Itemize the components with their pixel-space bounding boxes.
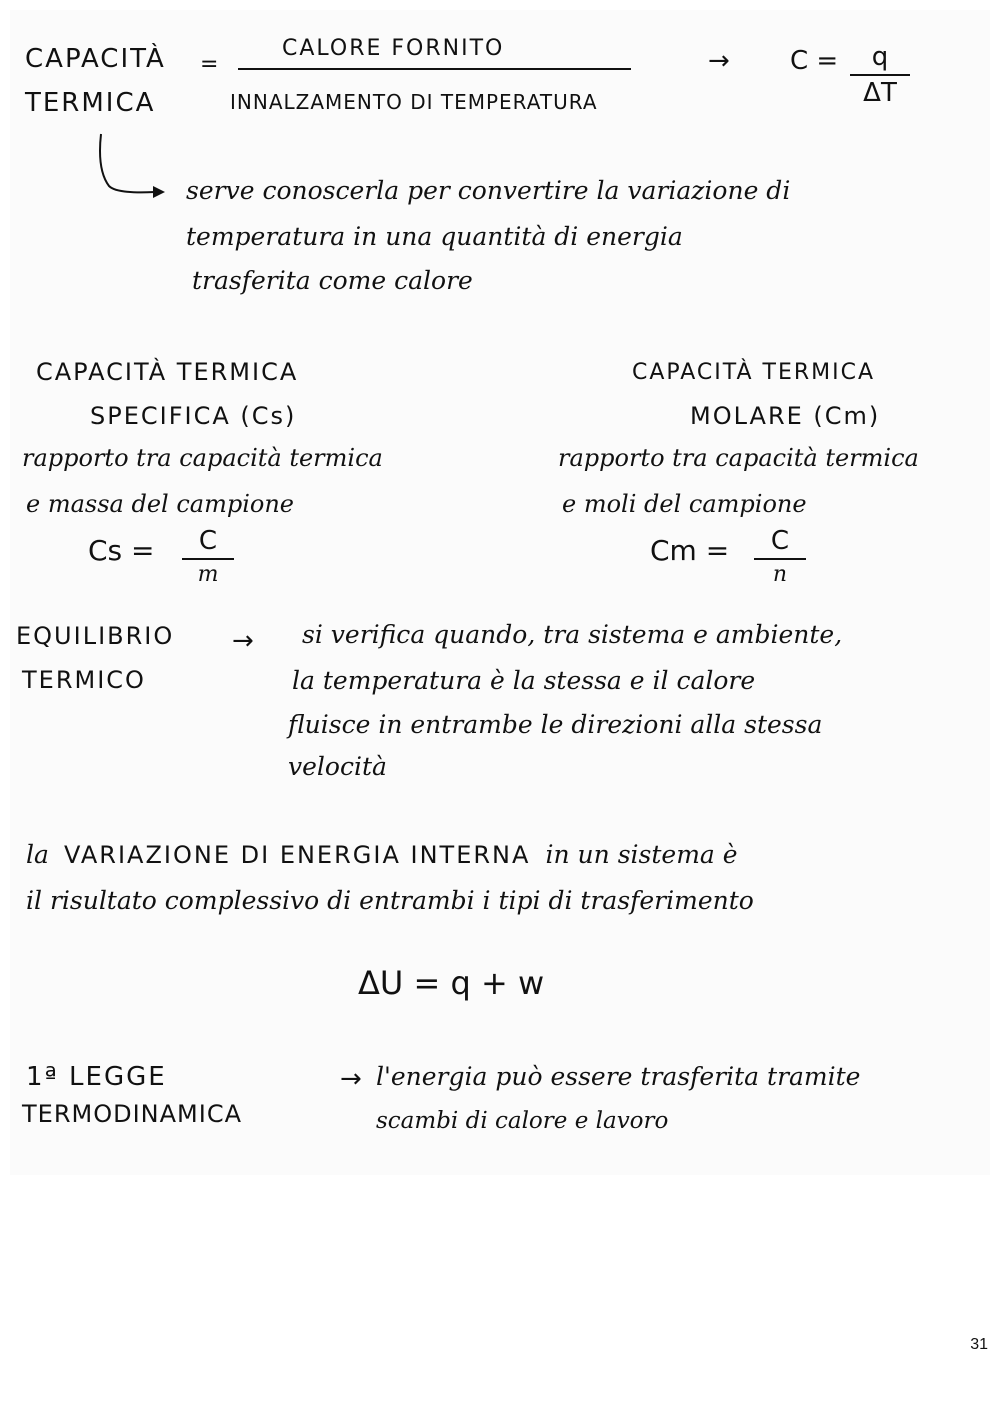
specifica-desc-2: e massa del campione: [26, 490, 294, 518]
legge-label-1: 1ª LEGGE: [26, 1062, 167, 1092]
capacita-denominator: INNALZAMENTO DI TEMPERATURA: [230, 90, 598, 114]
specifica-formula-frac: [182, 526, 234, 587]
equilibrio-label-1: EQUILIBRIO: [16, 622, 175, 650]
capacita-arrow: →: [708, 46, 730, 76]
specifica-num: C: [198, 526, 218, 556]
equilibrio-line-3: fluisce in entrambe le direzioni alla stessa: [288, 710, 823, 739]
formula-delta-t: ΔT: [863, 78, 897, 108]
capacita-equals: =: [200, 52, 219, 77]
equilibrio-arrow: →: [232, 626, 254, 656]
bracket-arrow-icon: [95, 130, 175, 200]
page-number: 31: [970, 1336, 988, 1353]
specifica-formula-lhs: Cs =: [88, 534, 155, 567]
capacita-label-2: TERMICA: [25, 88, 156, 118]
capacita-label-1: CAPACITÀ: [25, 44, 166, 74]
specifica-title-2: SPECIFICA (Cs): [90, 402, 297, 430]
equilibrio-line-1: si verifica quando, tra sistema e ambiente,: [302, 620, 843, 649]
molare-title-1: CAPACITÀ TERMICA: [632, 360, 876, 385]
capacita-note-1: serve conoscerla per convertire la variazione di: [186, 176, 791, 205]
legge-arrow: →: [340, 1064, 362, 1094]
energia-rest: in un sistema è: [545, 840, 738, 869]
energia-la: la: [26, 840, 49, 869]
energia-line-2: il risultato complessivo di entrambi i tipi di trasferimento: [26, 886, 754, 915]
legge-line-2: scambi di calore e lavoro: [376, 1108, 669, 1134]
energia-formula: ΔU = q + w: [358, 964, 545, 1002]
legge-label-2: TERMODINAMICA: [22, 1100, 242, 1128]
legge-line-1: l'energia può essere trasferita tramite: [376, 1062, 861, 1091]
equilibrio-label-2: TERMICO: [22, 666, 146, 694]
capacita-fraction-bar: [238, 68, 631, 70]
molare-formula-frac: [754, 526, 806, 587]
molare-desc-1: rapporto tra capacità termica: [558, 444, 919, 472]
energia-caps: VARIAZIONE DI ENERGIA INTERNA: [64, 841, 531, 869]
molare-desc-2: e moli del campione: [562, 490, 807, 518]
capacita-formula-lhs: C =: [790, 46, 839, 76]
molare-title-2: MOLARE (Cm): [690, 402, 881, 430]
formula-q: q: [871, 42, 889, 72]
molare-den: n: [772, 562, 788, 587]
specifica-desc-1: rapporto tra capacità termica: [22, 444, 383, 472]
capacita-note-3: trasferita come calore: [192, 266, 473, 295]
equilibrio-line-4: velocità: [288, 752, 387, 781]
specifica-den: m: [197, 562, 219, 587]
molare-num: C: [770, 526, 790, 556]
molare-formula-lhs: Cm =: [650, 534, 730, 567]
equilibrio-line-2: la temperatura è la stessa e il calore: [292, 666, 756, 695]
energia-line-1: [26, 840, 738, 869]
specifica-title-1: CAPACITÀ TERMICA: [36, 358, 299, 386]
capacita-formula-frac: [850, 42, 910, 108]
capacita-numerator: CALORE FORNITO: [282, 36, 505, 61]
capacita-note-2: temperatura in una quantità di energia: [186, 222, 683, 251]
